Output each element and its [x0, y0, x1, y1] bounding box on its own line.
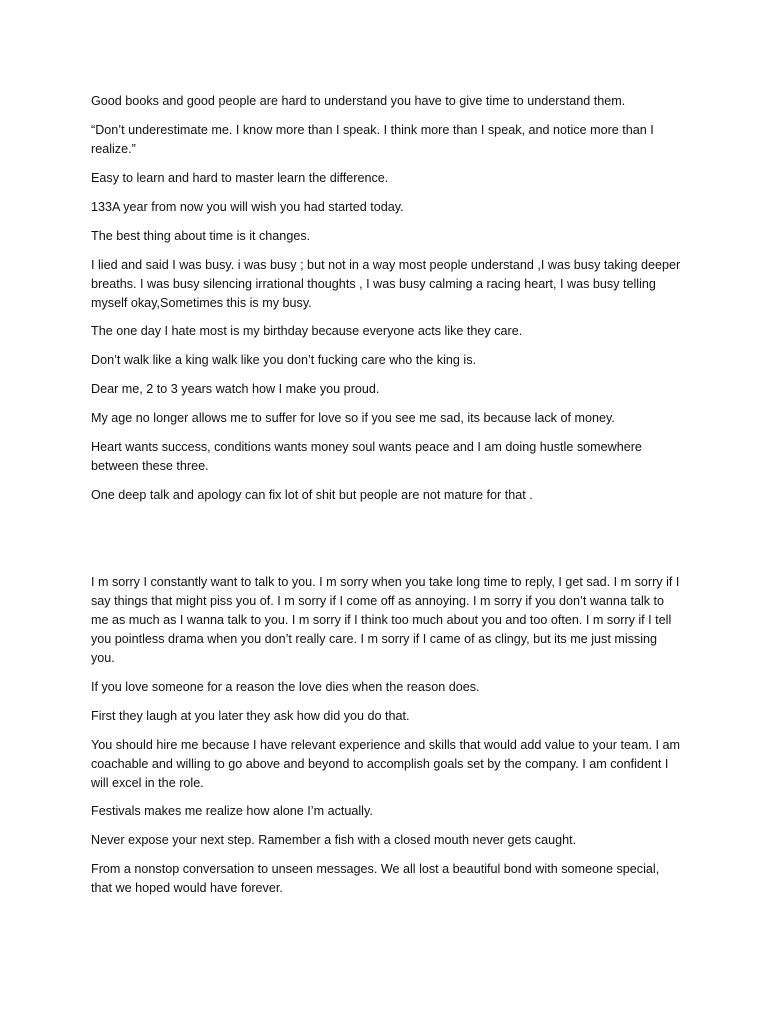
paragraph: I m sorry I constantly want to talk to you. I m sorry when you take long time to reply, I get sad. I m sorry if I say things that might piss you of. I m sorry if I come off as annoying. I m sorry if you don’t wanna talk to me as much as I wanna talk to you. I m sorry if I think too much about you and too often. I m sorry if I tell you pointless drama when you don’t really care. I m sorry if I came of as clingy, but its me just missing you.	[91, 575, 680, 665]
paragraph: Never expose your next step. Ramember a fish with a closed mouth never gets caught.	[91, 833, 577, 847]
paragraph: One deep talk and apology can fix lot of shit but people are not mature for that .	[91, 488, 533, 502]
paragraph: Dear me, 2 to 3 years watch how I make you proud.	[91, 382, 380, 396]
paragraph: First they laugh at you later they ask how did you do that.	[91, 709, 410, 723]
paragraph: My age no longer allows me to suffer for love so if you see me sad, its because lack of money.	[91, 411, 615, 425]
paragraph: Good books and good people are hard to understand you have to give time to understand them.	[91, 94, 626, 108]
paragraph: You should hire me because I have relevant experience and skills that would add value to your team. I am coachable and willing to go above and beyond to accomplish goals set by the company. I am confident I will excel in the role.	[91, 738, 680, 790]
paragraph: Festivals makes me realize how alone I’m actually.	[91, 804, 373, 818]
paragraph: The one day I hate most is my birthday because everyone acts like they care.	[91, 324, 523, 338]
paragraph: Easy to learn and hard to master learn the difference.	[91, 171, 389, 185]
paragraph: I lied and said I was busy. i was busy ; but not in a way most people understand ,I was busy taking deeper breaths. I was busy silencing irrational thoughts , I was busy calming a racing heart, I was busy telling myself okay,Sometimes this is my busy.	[91, 258, 681, 310]
paragraph: The best thing about time is it changes.	[91, 229, 311, 243]
paragraph: If you love someone for a reason the love dies when the reason does.	[91, 680, 480, 694]
paragraph: Heart wants success, conditions wants money soul wants peace and I am doing hustle somewhere between these three.	[91, 440, 642, 473]
paragraph: “Don’t underestimate me. I know more than I speak. I think more than I speak, and notice more than I realize.”	[91, 123, 654, 156]
paragraph: 133A year from now you will wish you had started today.	[91, 200, 404, 214]
paragraph: Don’t walk like a king walk like you don’t fucking care who the king is.	[91, 353, 476, 367]
paragraph: From a nonstop conversation to unseen messages. We all lost a beautiful bond with someone special, that we hoped would have forever.	[91, 862, 660, 895]
